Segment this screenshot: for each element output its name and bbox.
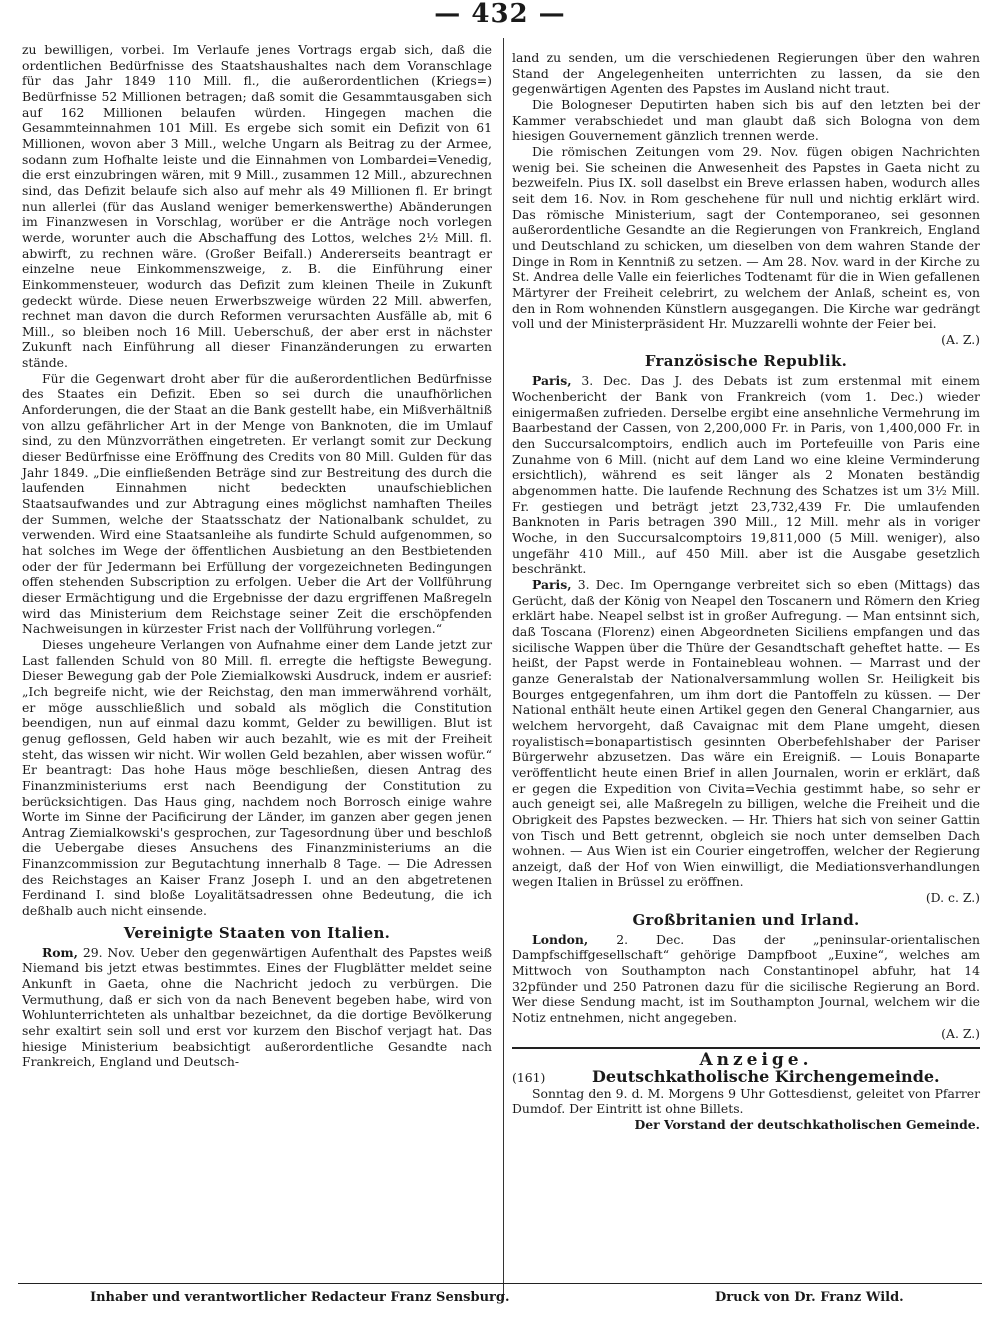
footer-printer: Druck von Dr. Franz Wild.: [715, 1290, 904, 1305]
advertisement-heading: Deutschkatholische Kirchengemeinde.: [592, 1067, 940, 1087]
advertisement-title: Anzeige.: [699, 1050, 813, 1071]
advertisement-body: Sonntag den 9. d. M. Morgens 9 Uhr Gottesdienst, geleitet von Pfarrer Dumdof. Der Eintritt ist ohne Billets.: [512, 1085, 980, 1117]
column-divider: [503, 38, 504, 1300]
article-paragraph-paris-1: [512, 373, 980, 577]
dateline-text: 2. Dec. Das der „peninsular-orientalischen Dampfschiffgesellschaft“ gehörige Dampfboot „Euxine“, welches am Mittwoch von Southampton nach Constantinopel abfuhr, hat 14 32pfünder und 250 Patronen dazu für die sicilische Regierung an Bord. Wer diese Sendung macht, ist im Southampton Journal, welchem wir die Notiz entnehmen, nicht angegeben.: [512, 931, 980, 1026]
dateline-place: London,: [532, 931, 589, 947]
source-signature: (A. Z.): [941, 331, 980, 347]
left-column: [22, 42, 492, 1070]
article-paragraph-paris-2: [512, 577, 980, 890]
article-paragraph: zu bewilligen, vorbei. Im Verlaufe jenes Vortrags ergab sich, daß die ordentlichen Bedürfnisse des Staatshaushaltes nach dem Voranschlage für das Jahr 1849 110 Mill. fl., die außerordentlichen (Kriegs=) Bedürfnisse 52 Millionen betragen; daß somit die Gesammtausgaben sich auf 162 Millionen belaufen würden. Hingegen machen die Gesammteinnahmen 101 Mill. Es ergebe sich somit ein Defizit von 61 Millionen, wovon aber 3 Mill., welche Ungarn als Beitrag zu der Armee, sodann zum Hofhalte leiste und die Einnahmen von Lombardei=Venedig, die erst einzubringen wären, mit 9 Mill., zusammen 12 Mill., abzurechnen sind, das Defizit belaufe sich also auf mehr als 49 Millionen fl. Er bringt nun allerlei (für das Ausland weniger bemerkenswerthe) Abänderungen im Finanzwesen in Vorschlag, worüber er die Anträge noch vorlegen werde, worunter auch die Abschaffung des Lottos, welches 2½ Mill. fl. abwirft, zu rechnen wäre. (Großer Beifall.) Andererseits beantragt er einzelne neue Einkommenszweige, z. B. die Einführung einer Einkommensteuer, wodurch das Defizit zum kleinen Theile in Zukunft gedeckt würde. Diese neuen Erwerbszweige würden 22 Mill. abwerfen, rechnet man davon die durch Reformen verursachten Ausfälle ab, mit 6 Mill., so bleiben noch 16 Mill. Ueberschuß, der aber erst in nächster Zukunft nach Einführung all dieser Finanzänderungen zu erwarten stände.: [22, 42, 492, 371]
dateline-text: 29. Nov. Ueber den gegenwärtigen Aufenthalt des Papstes weiß Niemand bis jetzt etwas bestimmtes. Eines der Flugblätter meldet seine Ankunft in Gaeta, ohne die Nachricht jedoch zu verbürgen. Die Vermuthung, daß er sich von da nach Benevent begeben habe, wird von Wohlunterrichteten als unhaltbar bezeichnet, da die dortige Bevölkerung sehr exaltirt sein soll und erst vor kurzem den Bischof verjagt hat. Das hiesige Ministerium beabsichtigt außerordentliche Gesandte nach Frankreich, England und Deutsch-: [22, 944, 492, 1070]
article-paragraph: land zu senden, um die verschiedenen Regierungen über den wahren Stand der Angelegenheiten unterrichten zu lassen, da sie den gegenwärtigen Agenten des Papstes im Ausland nicht traut.: [512, 50, 980, 97]
article-paragraph: Für die Gegenwart droht aber für die außerordentlichen Bedürfnisse des Staates ein Defizit. Eben so sei durch die unaufhörlichen Anforderungen, die der Staat an die Bank gestellt habe, ein Mißverhältniß von allzu gefährlicher Art in der Menge von Banknoten, die im Umlauf sind, zu den Münzvorräthen eingetreten. Er verlangt somit zur Deckung dieser Bedürfnisse eine Eröffnung des Credits von 80 Mill. Gulden für das Jahr 1849. „Die einfließenden Beträge sind zur Bestreitung des durch die laufenden Einnahmen nicht bedeckten unaufschieblichen Staatsaufwandes und zur Abtragung eines möglichst namhaften Theiles der Summen, welche der Staatsschatz der Nationalbank schuldet, zu verwenden. Wird eine Staatsanleihe als fundirte Schuld aufgenommen, so hat solches im Wege der öffentlichen Ausbietung an den Bestbietenden oder der für Jedermann bei Erfüllung der vorgezeichneten Bedingungen offen stehenden Subscription zu erfolgen. Ueber die Art der Vollführung dieser Ermächtigung und die Ergebnisse der dazu ergriffenen Maßregeln wird das Ministerium dem Reichstage seiner Zeit die erschöpfenden Nachweisungen in kürzester Frist nach der Vollführung vorlegen.“: [22, 370, 492, 637]
section-heading-france: Französische Republik.: [644, 352, 848, 371]
dateline-place: Rom,: [42, 944, 78, 960]
section-rule: [512, 1047, 980, 1049]
source-signature: (D. c. Z.): [925, 890, 980, 906]
right-column: [512, 50, 980, 1133]
advertisement: [512, 1050, 980, 1132]
page-number: — 432 —: [434, 0, 566, 29]
source-signature: (A. Z.): [941, 1025, 980, 1041]
article-paragraph-london: [512, 932, 980, 1026]
footer-editor: Inhaber und verantwortlicher Redacteur Franz Sensburg.: [90, 1290, 510, 1305]
footer-rule: [18, 1283, 982, 1284]
article-paragraph: Die Bologneser Deputirten haben sich bis auf den letzten bei der Kammer verabschiedet und man glaubt daß sich Bologna von dem hiesigen Gouvernement gänzlich trennen werde.: [512, 96, 980, 144]
advertisement-header: [512, 1069, 980, 1086]
dateline-text: 3. Dec. Im Operngange verbreitet sich so eben (Mittags) das Gerücht, daß der König von Neapel den Toscanern und Römern den Krieg erklärt habe. Neapel selbst ist in großer Aufregung. — Man entsinnt sich, daß Toscana (Florenz) einen Abgeordneten Siciliens empfangen und das sicilische Wappen über die Thüre der Gesandtschaft geheftet hatte. — Es heißt, der Papst werde in Fontainebleau wohnen. — Marrast und der ganze Generalstab der Nationalversammlung wollen Sr. Heiligkeit bis Bourges entgegenfahren, um ihm dort die Pantoffeln zu küssen. — Der National enthält heute einen Artikel gegen den General Changarnier, aus welchem hervorgeht, daß Cavaignac mit dem Plane umgeht, diesen royalistisch=bonapartistisch gesinnten Oberbefehlshaber der Pariser Bürgerwehr abzusetzen. Das wäre ein Ereigniß. — Louis Bonaparte veröffentlicht heute einen Brief in allen Journalen, worin er erklärt, daß er gegen die Expedition von Civita=Vechia gestimmt habe, so sehr er auch geneigt sei, alle Maßregeln zu billigen, welche die Freiheit und die Obrigkeit des Papstes bezwecken. — Hr. Thiers hat sich von seiner Gattin von Tisch und Bett getrennt, obgleich sie noch unter demselben Dach wohnen. — Aus Wien ist ein Courier eingetroffen, welcher der Regierung anzeigt, daß der Hof von Wien einwilligt, die Mediationsverhandlungen wegen Italien in Brüssel zu eröffnen.: [512, 577, 980, 890]
dateline-text: 3. Dec. Das J. des Debats ist zum erstenmal mit einem Wochenbericht der Bank von Frankreich (vom 1. Dec.) wieder einigermaßen zufrieden. Derselbe ergibt eine ansehnliche Vermehrung im Baarbestand der Cassen, von 2,200,000 Fr. in Paris, von 1,400,000 Fr. in den Succursalcomptoirs, endlich auch im Portefeuille von Paris eine Zunahme von 6 Mill. (nicht auf dem Land wo eine kleine Verminderung ersichtlich), während es seit länger als 2 Monaten beständig abgenommen hatte. Die laufende Rechnung des Schatzes ist um 3½ Mill. Fr. gestiegen und beträgt jetzt 23,732,439 Fr. Die umlaufenden Banknoten in Paris betragen 390 Mill., 12 Mill. mehr als in voriger Woche, in den Succursalcomptoirs 19,811,000 (5 Mill. weniger), also ungefähr 410 Mill., auf 450 Mill. aber ist die Ausgabe gesetzlich beschränkt.: [512, 373, 980, 577]
advertisement-number: (161): [512, 1070, 546, 1086]
dateline-place: Paris,: [532, 577, 572, 592]
section-heading-britain: Großbritanien und Irland.: [632, 910, 860, 929]
advertisement-signature: Der Vorstand der deutschkatholischen Gemeinde.: [634, 1117, 980, 1132]
dateline-place: Paris,: [532, 373, 572, 389]
article-paragraph: Die römischen Zeitungen vom 29. Nov. fügen obigen Nachrichten wenig bei. Sie scheinen die Anwesenheit des Papstes in Gaeta nicht zu bezweifeln. Pius IX. soll daselbst ein Breve erlassen haben, wodurch alles seit dem 16. Nov. in Rom geschehene für null und nichtig erklärt wird. Das römische Ministerium, sagt der Contemporaneo, sei gesonnen außerordentliche Gesandte an die Regierungen von Frankreich, England und Deutschland zu schicken, um dieselben von dem wahren Stande der Dinge in Rom in Kenntniß zu setzen. — Am 28. Nov. ward in der Kirche zu St. Andrea delle Valle ein feierliches Todtenamt für die in Wien gefallenen Märtyrer der Freiheit celebrirt, zu welchem der Anlaß, scheint es, von den in Rom wohnenden Künstlern ausgegangen. Die Kirche war gedrängt voll und der Ministerpräsident Hr. Muzzarelli wohnte der Feier bei.: [512, 143, 980, 332]
section-heading-italy: Vereinigte Staaten von Italien.: [123, 923, 391, 942]
article-paragraph: Dieses ungeheure Verlangen von Aufnahme einer dem Lande jetzt zur Last fallenden Schuld von 80 Mill. fl. erregte die heftigste Bewegung. Dieser Bewegung gab der Pole Ziemialkowski Ausdruck, indem er ausrief: „Ich begreife nicht, wie der Reichstag, den man immerwährend vorhält, er möge ausschließlich und sobald als möglich die Constitution beendigen, nun auf einmal dazu kommt, Gelder zu bewilligen. Blut ist genug geflossen, Geld haben wir auch bezahlt, wie es mit der Freiheit steht, das wissen wir nicht. Wir wollen Geld bezahlen, aber wissen wofür.“ Er beantragt: Das hohe Haus möge beschließen, diesen Antrag des Finanzministeriums erst nach Beendigung der Constitution zu berücksichtigen. Das Haus ging, nachdem noch Borrosch einige wahre Worte im Sinne der Pacificirung der Länder, im ganzen aber gegen jenen Antrag Ziemialkowski's gesprochen, zur Tagesordnung über und beschloß die Uebergabe dieses Ansuchens des Finanzministeriums an die Finanzcommission zur Begutachtung innerhalb 8 Tage. — Die Adressen des Reichstages an Kaiser Franz Joseph I. und an den abgetretenen Ferdinand I. sind bloße Loyalitätsadressen ohne Bedeutung, die ich deßhalb auch nicht einsende.: [22, 636, 492, 919]
article-paragraph-rom: [22, 945, 492, 1070]
